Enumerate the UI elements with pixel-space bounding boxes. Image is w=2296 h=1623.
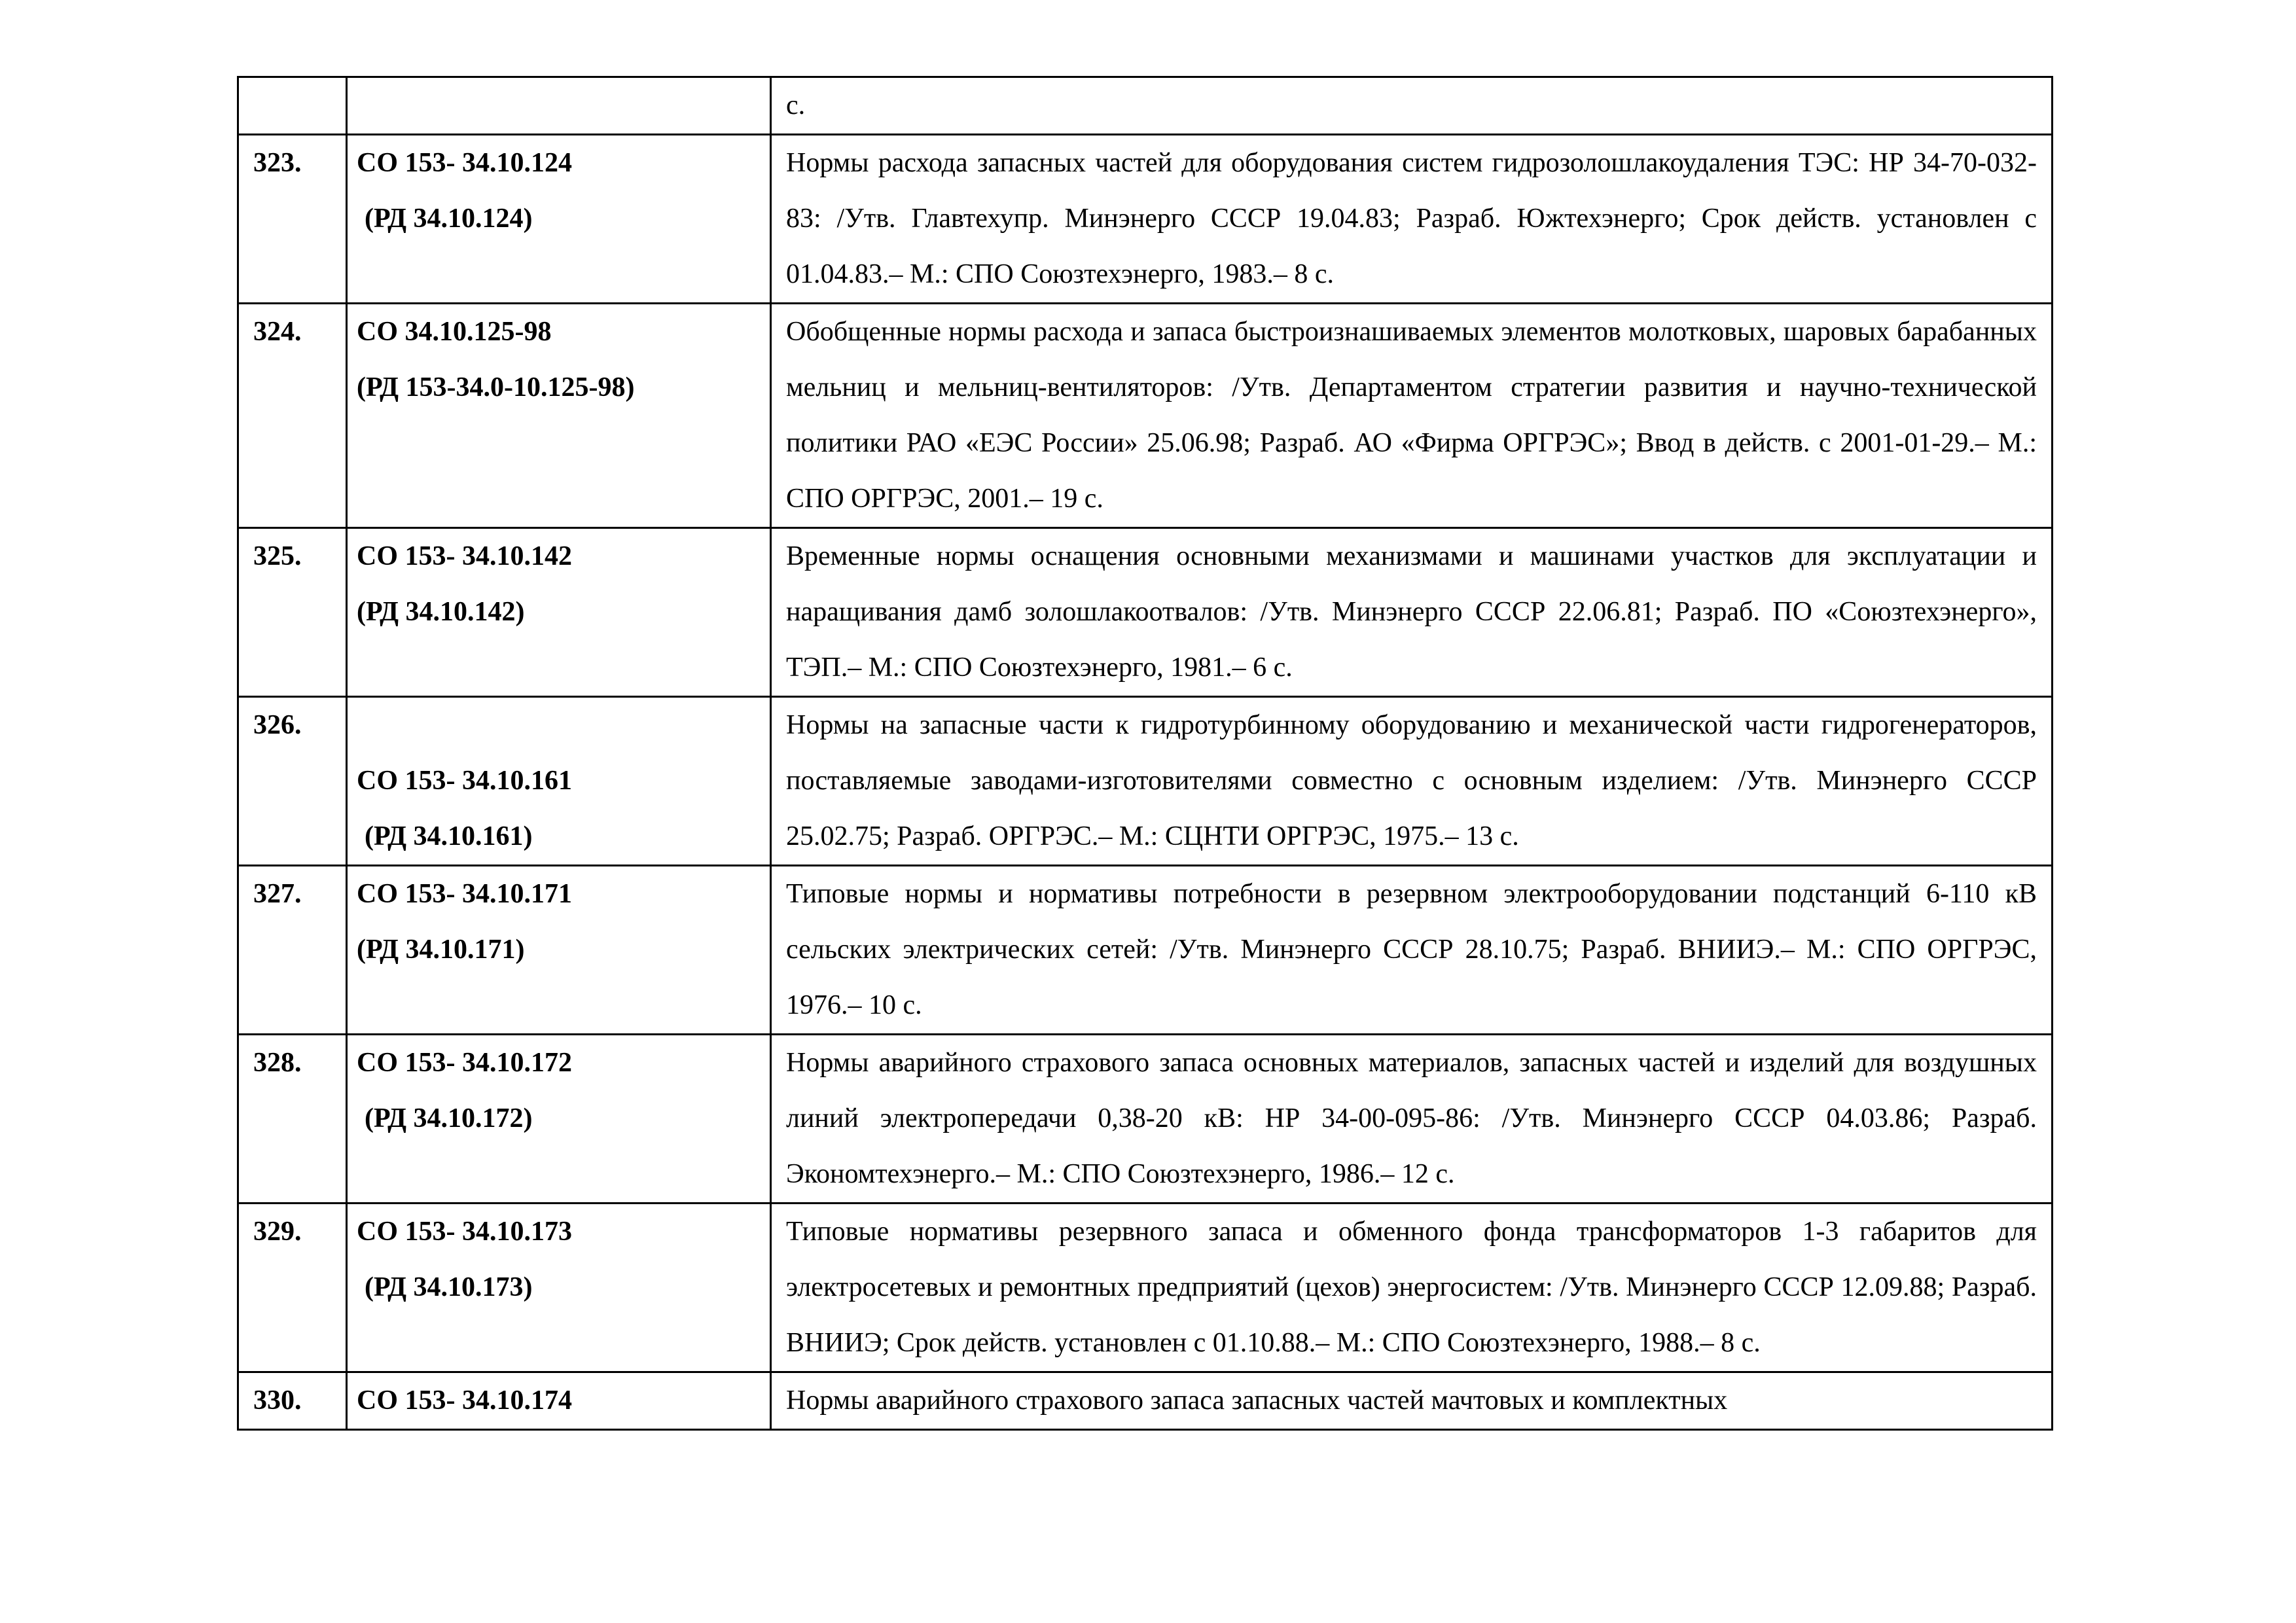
row-code (347, 304, 771, 528)
row-code-primary: СО 153- 34.10.172 (357, 1048, 572, 1078)
row-number: 328. (238, 1035, 347, 1204)
row-code-primary: СО 153- 34.10.161 (357, 766, 572, 796)
row-code-primary: СО 153- 34.10.174 (357, 1385, 572, 1416)
row-code-secondary: (РД 34.10.161) (365, 821, 533, 851)
row-number: 323. (238, 135, 347, 304)
row-code-secondary: (РД 153-34.0-10.125-98) (357, 372, 635, 402)
row-number: 326. (238, 697, 347, 866)
row-code-secondary: (РД 34.10.172) (365, 1103, 533, 1133)
table-row (238, 866, 2053, 1035)
standards-registry-table (237, 76, 2053, 1431)
row-number: 324. (238, 304, 347, 528)
table-row (238, 528, 2053, 697)
row-code (347, 866, 771, 1035)
row-code-secondary: (РД 34.10.171) (357, 935, 525, 965)
row-code-primary: СО 153- 34.10.173 (357, 1217, 572, 1247)
row-description: Нормы расхода запасных частей для оборудования систем гидрозолошлакоудаления ТЭС: НР 34-70-032-83: /Утв. Главтехупр. Минэнерго СССР 19.04.83; Разраб. Южтехэнерго; Срок действ. установлен с 01.04.83.– М.: СПО Союзтехэнерго, 1983.– 8 с. (771, 135, 2053, 304)
row-code-secondary: (РД 34.10.124) (365, 204, 533, 234)
row-number: 325. (238, 528, 347, 697)
row-description: Нормы на запасные части к гидротурбинному оборудованию и механической части гидрогенераторов, поставляемые заводами-изготовителями совместно с основным изделием: /Утв. Минэнерго СССР 25.02.75; Разраб. ОРГРЭС.– М.: СЦНТИ ОРГРЭС, 1975.– 13 с. (771, 697, 2053, 866)
row-code-primary: СО 153- 34.10.124 (357, 148, 572, 178)
row-description: Обобщенные нормы расхода и запаса быстроизнашиваемых элементов молотковых, шаровых барабанных мельниц и мельниц-вентиляторов: /Утв. Департаментом стратегии развития и научно-технической политики РАО «ЕЭС России» 25.06.98; Разраб. АО «Фирма ОРГРЭС»; Ввод в действ. с 2001-01-29.– М.: СПО ОРГРЭС, 2001.– 19 с. (771, 304, 2053, 528)
row-code-spacer (357, 698, 759, 753)
row-number: 327. (238, 866, 347, 1035)
table-row (238, 135, 2053, 304)
table-row (238, 304, 2053, 528)
table-row (238, 1204, 2053, 1372)
row-code-secondary: (РД 34.10.142) (357, 597, 525, 627)
table-row (238, 697, 2053, 866)
row-number: 329. (238, 1204, 347, 1372)
row-code (347, 1204, 771, 1372)
row-code (347, 77, 771, 135)
row-description: Временные нормы оснащения основными механизмами и машинами участков для эксплуатации и наращивания дамб золошлакоотвалов: /Утв. Минэнерго СССР 22.06.81; Разраб. ПО «Союзтехэнерго», ТЭП.– М.: СПО Союзтехэнерго, 1981.– 6 с. (771, 528, 2053, 697)
row-code (347, 1372, 771, 1430)
row-description: с. (771, 77, 2053, 135)
row-code (347, 135, 771, 304)
row-code-primary: СО 153- 34.10.142 (357, 541, 572, 571)
row-number (238, 77, 347, 135)
table-row-continuation (238, 77, 2053, 135)
table-row (238, 1372, 2053, 1430)
row-description: Типовые нормы и нормативы потребности в резервном электрооборудовании подстанций 6-110 кВ сельских электрических сетей: /Утв. Минэнерго СССР 28.10.75; Разраб. ВНИИЭ.– М.: СПО ОРГРЭС, 1976.– 10 с. (771, 866, 2053, 1035)
row-number: 330. (238, 1372, 347, 1430)
row-code (347, 528, 771, 697)
table-row (238, 1035, 2053, 1204)
row-code-primary: СО 34.10.125-98 (357, 317, 552, 347)
row-code-primary: СО 153- 34.10.171 (357, 879, 572, 909)
row-description: Нормы аварийного страхового запаса запасных частей мачтовых и комплектных (771, 1372, 2053, 1430)
row-description: Нормы аварийного страхового запаса основных материалов, запасных частей и изделий для воздушных линий электропередачи 0,38-20 кВ: НР 34-00-095-86: /Утв. Минэнерго СССР 04.03.86; Разраб. Экономтехэнерго.– М.: СПО Союзтехэнерго, 1986.– 12 с. (771, 1035, 2053, 1204)
row-description: Типовые нормативы резервного запаса и обменного фонда трансформаторов 1-3 габаритов для электросетевых и ремонтных предприятий (цехов) энергосистем: /Утв. Минэнерго СССР 12.09.88; Разраб. ВНИИЭ; Срок действ. установлен с 01.10.88.– М.: СПО Союзтехэнерго, 1988.– 8 с. (771, 1204, 2053, 1372)
row-code (347, 1035, 771, 1204)
document-page (237, 76, 2051, 1431)
row-code-secondary: (РД 34.10.173) (365, 1272, 533, 1302)
row-code (347, 697, 771, 866)
